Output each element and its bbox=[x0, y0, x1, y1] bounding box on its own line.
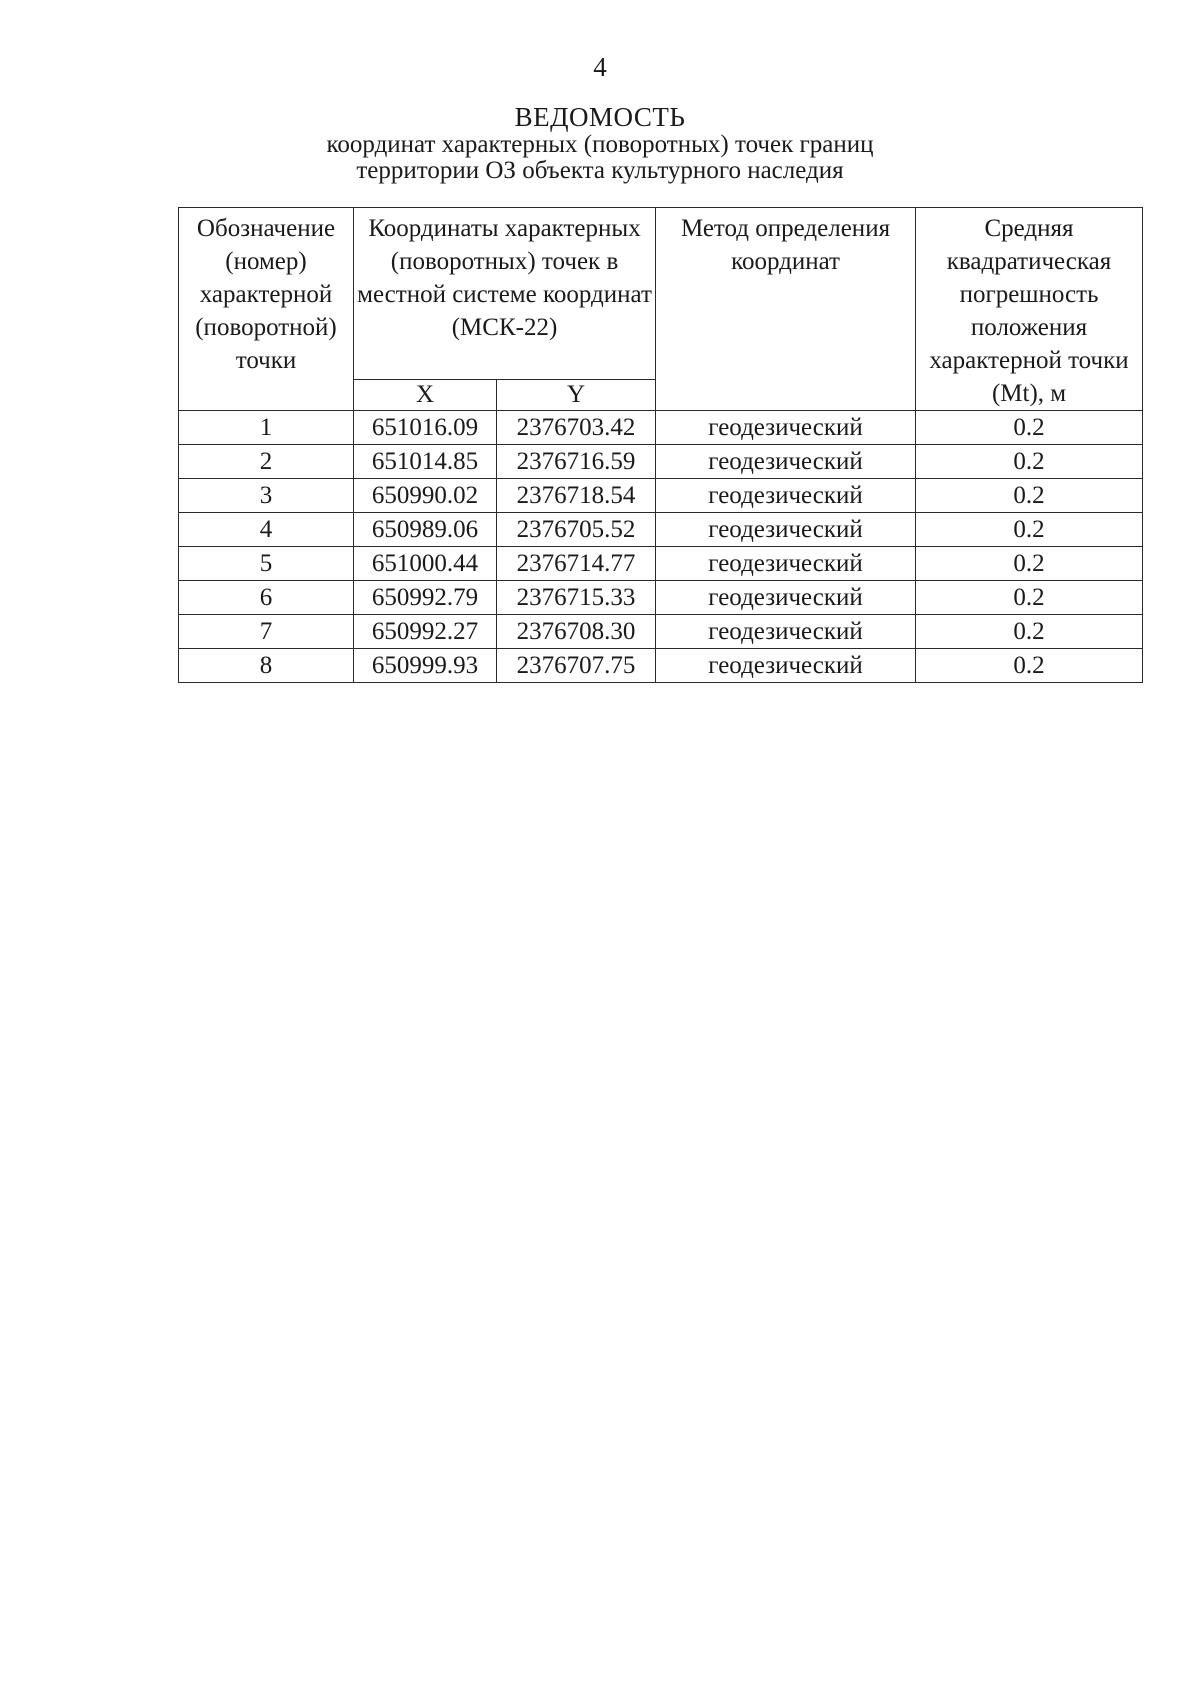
cell-error: 0.2 bbox=[916, 479, 1143, 513]
cell-error: 0.2 bbox=[916, 445, 1143, 479]
page-number: 4 bbox=[593, 52, 607, 82]
document-subtitle-line-2: территории ОЗ объекта культурного наследия bbox=[356, 157, 844, 184]
cell-point-id: 2 bbox=[179, 445, 354, 479]
table-body bbox=[179, 411, 1143, 683]
cell-point-id: 1 bbox=[179, 411, 354, 445]
cell-point-id: 5 bbox=[179, 547, 354, 581]
cell-error: 0.2 bbox=[916, 615, 1143, 649]
cell-error: 0.2 bbox=[916, 649, 1143, 683]
cell-error: 0.2 bbox=[916, 547, 1143, 581]
table-header-row bbox=[179, 208, 1143, 380]
header-coordinates-label: Координаты характерных (поворотных) точек в местной системе координат (МСК-22) bbox=[357, 215, 652, 341]
coordinates-table bbox=[178, 207, 1143, 683]
cell-y: 2376703.42 bbox=[497, 411, 656, 445]
table-header bbox=[179, 208, 1143, 411]
cell-y: 2376707.75 bbox=[497, 649, 656, 683]
cell-error: 0.2 bbox=[916, 581, 1143, 615]
cell-point-id: 3 bbox=[179, 479, 354, 513]
cell-method: геодезический bbox=[656, 445, 916, 479]
cell-point-id: 6 bbox=[179, 581, 354, 615]
cell-x: 651014.85 bbox=[354, 445, 497, 479]
cell-x: 650992.79 bbox=[354, 581, 497, 615]
cell-point-id: 4 bbox=[179, 513, 354, 547]
table-row bbox=[179, 411, 1143, 445]
cell-y: 2376715.33 bbox=[497, 581, 656, 615]
table-row bbox=[179, 581, 1143, 615]
cell-method: геодезический bbox=[656, 479, 916, 513]
cell-y: 2376716.59 bbox=[497, 445, 656, 479]
cell-error: 0.2 bbox=[916, 513, 1143, 547]
header-error bbox=[916, 208, 1143, 411]
header-y: Y bbox=[497, 380, 656, 411]
cell-x: 651000.44 bbox=[354, 547, 497, 581]
document-subtitle-line-1: координат характерных (поворотных) точек границ bbox=[326, 131, 874, 158]
table-row bbox=[179, 445, 1143, 479]
header-method-label: Метод определения координат bbox=[680, 215, 891, 275]
header-method bbox=[656, 208, 916, 411]
table-row bbox=[179, 547, 1143, 581]
cell-method: геодезический bbox=[656, 615, 916, 649]
cell-x: 650990.02 bbox=[354, 479, 497, 513]
header-error-label: Средняя квадратическая погрешность положения характерной точки (Mt), м bbox=[929, 215, 1129, 407]
cell-x: 651016.09 bbox=[354, 411, 497, 445]
cell-method: геодезический bbox=[656, 547, 916, 581]
cell-y: 2376705.52 bbox=[497, 513, 656, 547]
cell-method: геодезический bbox=[656, 513, 916, 547]
document-title: ВЕДОМОСТЬ bbox=[514, 102, 686, 132]
header-point-id bbox=[179, 208, 354, 411]
table-row bbox=[179, 615, 1143, 649]
cell-x: 650999.93 bbox=[354, 649, 497, 683]
cell-x: 650992.27 bbox=[354, 615, 497, 649]
document-heading bbox=[0, 102, 1200, 184]
cell-point-id: 7 bbox=[179, 615, 354, 649]
cell-method: геодезический bbox=[656, 411, 916, 445]
cell-y: 2376708.30 bbox=[497, 615, 656, 649]
table-row bbox=[179, 513, 1143, 547]
cell-method: геодезический bbox=[656, 649, 916, 683]
cell-error: 0.2 bbox=[916, 411, 1143, 445]
cell-method: геодезический bbox=[656, 581, 916, 615]
header-x: X bbox=[354, 380, 497, 411]
header-coordinates bbox=[354, 208, 656, 380]
header-point-id-label: Обозначение (номер) характерной (поворотной) точки bbox=[195, 215, 337, 374]
cell-point-id: 8 bbox=[179, 649, 354, 683]
cell-y: 2376718.54 bbox=[497, 479, 656, 513]
table-row bbox=[179, 479, 1143, 513]
table-row bbox=[179, 649, 1143, 683]
cell-x: 650989.06 bbox=[354, 513, 497, 547]
cell-y: 2376714.77 bbox=[497, 547, 656, 581]
